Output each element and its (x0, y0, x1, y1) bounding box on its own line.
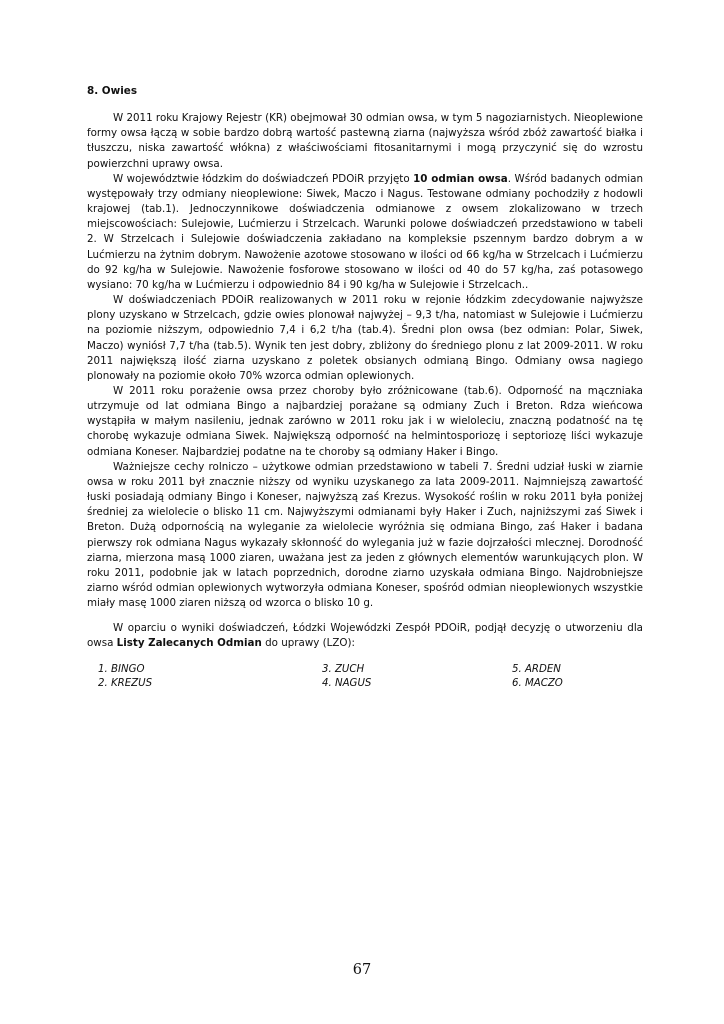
section-heading: 8. Owies (87, 85, 138, 97)
paragraph-traits: Ważniejsze cechy rolniczo – użytkowe odmian przedstawiono w tabeli 7. Średni udział łuski w ziarnie owsa w roku 2011 był znacznie niższy od wyniku uzyskanego za lata 2009-2011. Najmniejszą zawartość łuski posiadają odmiany Bingo i Koneser, najwyższą zaś Krezus. Wysokość roślin w roku 2011 była poniżej średniej za wielolecie o blisko 11 cm. Najwyższymi odmianami były Haker i Zuch, najniższymi zaś Siwek i Breton. Dużą odpornością na wyleganie za wielolecie wyróżnia się odmiana Bingo, zaś Haker i badana pierwszy rok odmiana Nagus wykazały skłonność do wylegania już w fazie dojrzałości mlecznej. Dorodność ziarna, mierzona masą 1000 ziaren, uważana jest za jeden z głównych elementów warunkujących plon. W roku 2011, podobnie jak w latach poprzednich, dorodne ziarno uzyskała odmiana Bingo. Najdrobniejsze ziarno wśród odmian oplewionych wytworzyła odmiana Koneser, spośród odmian nieoplewionych wszystkie miały masę 1000 ziaren niższą od wzorca o blisko 10 g. (87, 460, 643, 610)
lzo-variety-list (98, 663, 643, 691)
paragraph-text-start: W województwie łódzkim do doświadczeń PDOiR przyjęto (113, 172, 414, 185)
list-item: 3. ZUCH (322, 663, 365, 675)
paragraph-text-end: . Wśród badanych odmian występowały trzy odmiany nieoplewione: Siwek, Maczo i Nagus. Testowane odmiany pochodziły z hodowli krajowej (tab.1). Jednoczynnikowe doświadczenia odmianowe z owsem zlokalizowano w trzech miejscowościach: Sulejowie, Lućmierzu i Strzelcach. Warunki polowe doświadczeń przedstawiono w tabeli 2. W Strzelcach i Sulejowie doświadczenia zakładano na kompleksie pszennym bardzo dobrym a w Lućmierzu na żytnim dobrym. Nawożenie azotowe stosowano w ilości od 66 kg/ha w Strzelcach i Lućmierzu do 92 kg/ha w Sulejowie. Nawożenie fosforowe stosowano w ilości od 40 do 57 kg/ha, zaś potasowego wysiano: 70 kg/ha w Lućmierzu i odpowiednio 84 i 90 kg/ha w Sulejowie i Strzelcach.. (87, 172, 644, 291)
list-item: 6. MACZO (512, 677, 563, 689)
list-item: 2. KREZUS (98, 677, 153, 689)
page-number: 67 (352, 962, 372, 978)
paragraph-bold-text: Listy Zalecanych Odmian (116, 637, 262, 650)
list-item: 1. BINGO (98, 663, 145, 675)
list-item: 4. NAGUS (322, 677, 372, 689)
paragraph-text-start: W oparciu o wyniki doświadczeń, Łódzki Wojewódzki Zespół PDOiR, podjął decyzję o utworzeniu dla owsa (87, 622, 643, 650)
paragraph-bold-text: 10 odmian owsa (413, 172, 508, 185)
paragraph-lzo-decision (87, 621, 643, 651)
paragraph-text-end: do uprawy (LZO): (261, 637, 356, 650)
document-body (87, 84, 643, 691)
paragraph-register-intro: W 2011 roku Krajowy Rejestr (KR) obejmował 30 odmian owsa, w tym 5 nagoziarnistych. Nieoplewione formy owsa łączą w sobie bardzo dobrą wartość pastewną ziarna (najwyższa wśród zbóż zawartość białka i tłuszczu, niska zawartość włókna) z właściwościami fitosanitarnymi i mogą przyczynić się do wzrostu powierzchni uprawy owsa. (87, 112, 643, 170)
list-item: 5. ARDEN (512, 663, 561, 675)
paragraph-diseases: W 2011 roku porażenie owsa przez choroby było zróżnicowane (tab.6). Odporność na mączniaka utrzymuje od lat odmiana Bingo a najbardziej porażane są odmiany Zuch i Breton. Rdza wieńcowa wystąpiła w małym nasileniu, jednak zarówno w 2011 roku jak i w wieloleciu, znaczną podatność na tę chorobę wykazuje odmiana Siwek. Największą odporność na helmintosporiozę i septoriozę liści wykazuje odmiana Koneser. Najbardziej podatne na te choroby są odmiany Haker i Bingo. (87, 384, 643, 458)
paragraph-varieties-tested (87, 172, 643, 293)
paragraph-yields: W doświadczeniach PDOiR realizowanych w 2011 roku w rejonie łódzkim zdecydowanie najwyższe plony uzyskano w Strzelcach, gdzie owies plonował najwyżej – 9,3 t/ha, natomiast w Sulejowie i Lućmierzu na poziomie niższym, odpowiednio 7,4 i 6,2 t/ha (tab.4). Średni plon owsa (bez odmian: Polar, Siwek, Maczo) wyniósł 7,7 t/ha (tab.5). Wynik ten jest dobry, zbliżony do średniego plonu z lat 2009-2011. W roku 2011 największą ilość ziarna uzyskano z poletek obsianych odmianą Bingo. Odmiany owsa nagiego plonowały na poziomie około 70% wzorca odmian oplewionych. (87, 294, 643, 382)
